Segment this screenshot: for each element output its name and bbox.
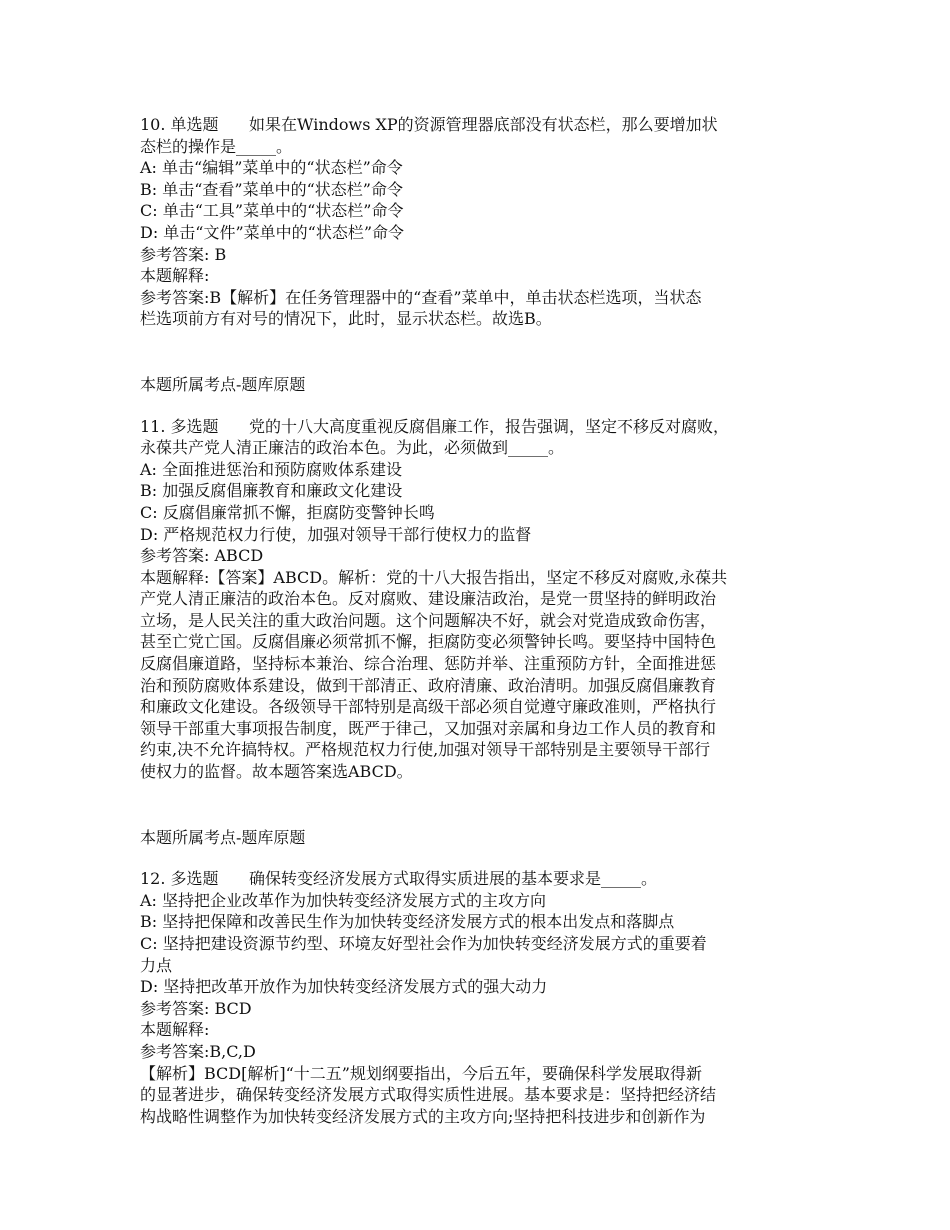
option-d: D: 坚持把改革开放作为加快转变经济发展方式的强大动力 — [140, 977, 548, 997]
option-a: A: 全面推进惩治和预防腐败体系建设 — [140, 459, 403, 479]
explanation-line: 产党人清正廉洁的政治本色。反对腐败、建设廉洁政治，是党一贯坚持的鲜明政治 — [140, 589, 717, 609]
option-b: B: 加强反腐倡廉教育和廉政文化建设 — [140, 481, 403, 501]
question-stem: 态栏的操作是_____。 — [140, 136, 293, 156]
explanation-line: 使权力的监督。故本题答案选ABCD。 — [140, 762, 413, 782]
question-stem: 11. 多选题 党的十八大高度重视反腐倡廉工作，报告强调，坚定不移反对腐败， — [140, 416, 730, 436]
category-note: 本题所属考点-题库原题 — [140, 374, 306, 394]
option-c: C: 坚持把建设资源节约型、环境友好型社会作为加快转变经济发展方式的重要着 — [140, 934, 707, 953]
question-12 — [140, 868, 830, 1127]
category-note: 本题所属考点-题库原题 — [140, 827, 306, 847]
explanation-line: 治和预防腐败体系建设，做到干部清正、政府清廉、政治清明。加强反腐倡廉教育 — [140, 675, 717, 695]
question-stem: 永葆共产党人清正廉洁的政治本色。为此，必须做到_____。 — [140, 438, 565, 458]
option-a: A: 坚持把企业改革作为加快转变经济发展方式的主攻方向 — [140, 890, 547, 910]
option-c: C: 反腐倡廉常抓不懈，拒腐防变警钟长鸣 — [140, 502, 435, 522]
explanation-line: 立场，是人民关注的重大政治问题。这个问题解决不好，就会对党造成致命伤害， — [140, 610, 717, 630]
reference-answer: 参考答案: B — [140, 244, 227, 264]
explanation-line: 参考答案:B【解析】在任务管理器中的“查看”菜单中，单击状态栏选项，当状态 — [140, 287, 702, 307]
option-c-continued: 力点 — [140, 955, 173, 975]
reference-answer: 参考答案: BCD — [140, 998, 252, 1018]
explanation-line: 和廉政文化建设。各级领导干部特别是高级干部必须自觉遵守廉政准则，严格执行 — [140, 697, 717, 717]
explanation-line: 甚至亡党亡国。反腐倡廉必须常抓不懈，拒腐防变必须警钟长鸣。要坚持中国特色 — [140, 632, 717, 652]
option-b: B: 单击“查看”菜单中的“状态栏”命令 — [140, 179, 403, 199]
explanation-label: 本题解释: — [140, 1020, 210, 1040]
explanation-line: 约束,决不允许搞特权。严格规范权力行使,加强对领导干部特别是主要领导干部行 — [140, 740, 711, 760]
exam-document — [140, 114, 830, 1127]
question-stem: 10. 单选题 如果在Windows XP的资源管理器底部没有状态栏，那么要增加状 — [140, 115, 718, 134]
explanation-line: 【解析】BCD[解析]“十二五”规划纲要指出，今后五年，要确保科学发展取得新 — [140, 1063, 702, 1083]
reference-answer: 参考答案: ABCD — [140, 546, 264, 566]
option-d: D: 单击“文件”菜单中的“状态栏”命令 — [140, 222, 405, 242]
explanation-line: 反腐倡廉道路，坚持标本兼治、综合治理、惩防并举、注重预防方针，全面推进惩 — [140, 654, 717, 674]
explanation-line: 本题解释:【答案】ABCD。解析：党的十八大报告指出，坚定不移反对腐败,永葆共 — [140, 567, 728, 587]
explanation-line: 的显著进步，确保转变经济发展方式取得实质性进展。基本要求是：坚持把经济结 — [140, 1085, 717, 1105]
option-a: A: 单击“编辑”菜单中的“状态栏”命令 — [140, 158, 403, 178]
question-10 — [140, 114, 830, 330]
explanation-line: 参考答案:B,C,D — [140, 1041, 256, 1061]
option-d: D: 严格规范权力行使，加强对领导干部行使权力的监督 — [140, 524, 532, 544]
option-c: C: 单击“工具”菜单中的“状态栏”命令 — [140, 201, 404, 221]
explanation-line: 构战略性调整作为加快转变经济发展方式的主攻方向;坚持把科技进步和创新作为 — [140, 1106, 706, 1126]
explanation-line: 栏选项前方有对号的情况下，此时，显示状态栏。故选B。 — [140, 309, 552, 329]
question-stem: 12. 多选题 确保转变经济发展方式取得实质进展的基本要求是_____。 — [140, 869, 658, 889]
question-11 — [140, 416, 830, 783]
explanation-line: 领导干部重大事项报告制度，既严于律己，又加强对亲属和身边工作人员的教育和 — [140, 718, 717, 738]
option-b: B: 坚持把保障和改善民生作为加快转变经济发展方式的根本出发点和落脚点 — [140, 912, 675, 932]
explanation-label: 本题解释: — [140, 266, 210, 286]
